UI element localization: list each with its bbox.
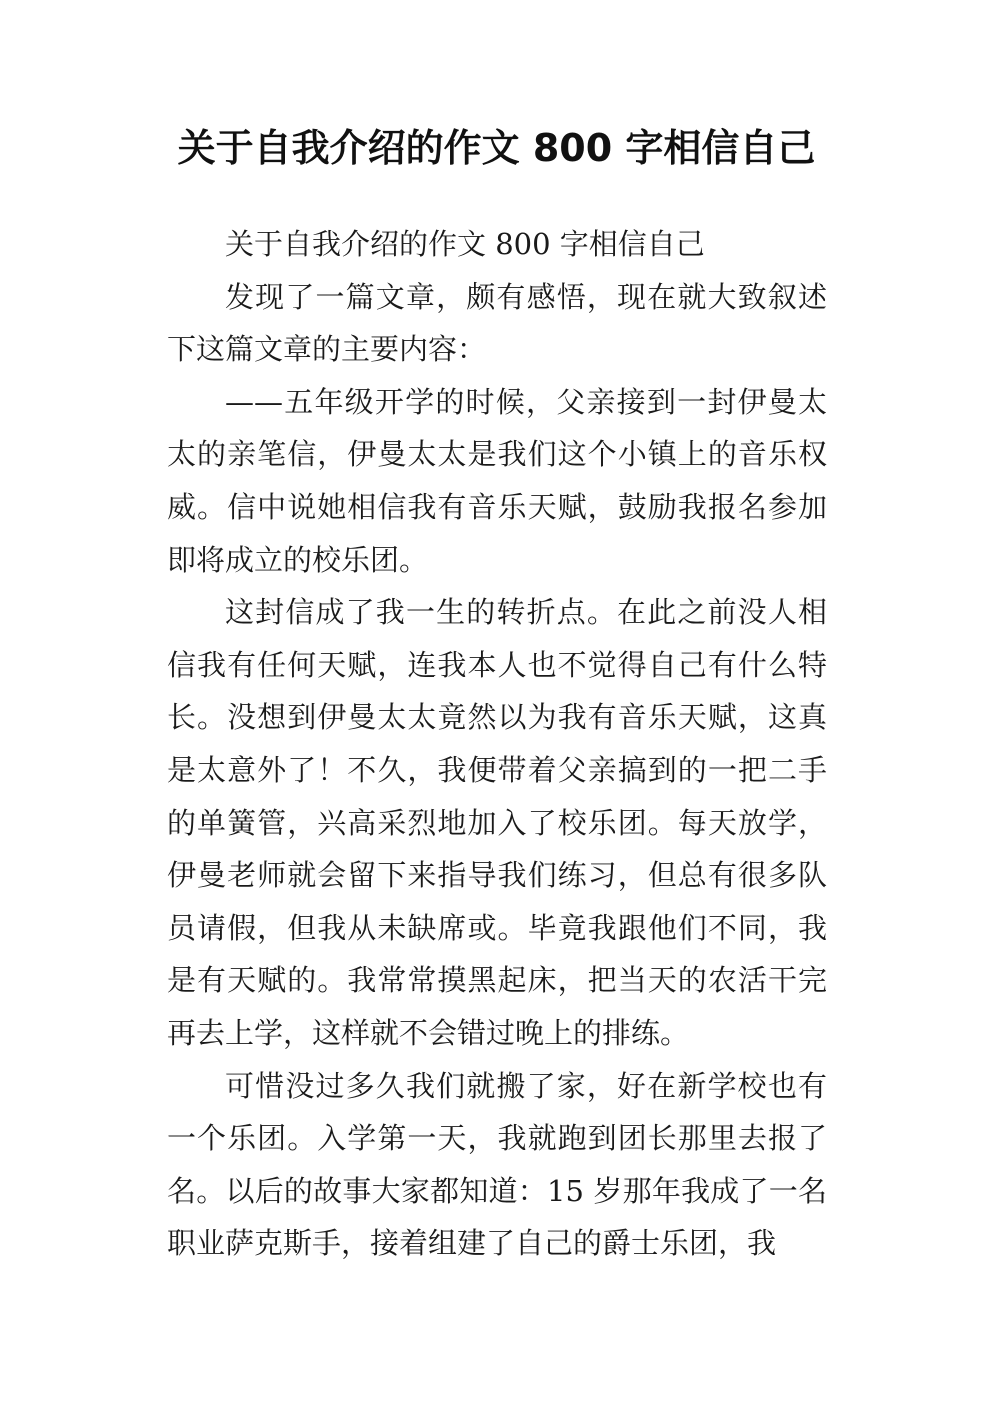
paragraph-turning-point: 这封信成了我一生的转折点。在此之前没人相信我有任何天赋，连我本人也不觉得自己有什么特长。没想到伊曼太太竟然以为我有音乐天赋，这真是太意外了！不久，我便带着父亲搞到的一把二手的单簧管，兴高采烈地加入了校乐团。每天放学，伊曼老师就会留下来指导我们练习，但总有很多队员请假，但我从未缺席或。毕竟我跟他们不同，我是有天赋的。我常常摸黑起床，把当天的农活干完再去上学，这样就不会错过晚上的排练。 [167, 595, 827, 1050]
document-body [167, 218, 827, 1270]
paragraph-intro: 发现了一篇文章，颇有感悟，现在就大致叙述下这篇文章的主要内容： [167, 279, 827, 367]
paragraph-letter: ——五年级开学的时候，父亲接到一封伊曼太太的亲笔信，伊曼太太是我们这个小镇上的音乐权威。信中说她相信我有音乐天赋，鼓励我报名参加即将成立的校乐团。 [167, 384, 827, 577]
document-title: 关于自我介绍的作文 800 字相信自己 [177, 126, 816, 170]
paragraph-new-school: 可惜没过多久我们就搬了家，好在新学校也有一个乐团。入学第一天，我就跑到团长那里去报了名。以后的故事大家都知道：15 岁那年我成了一名职业萨克斯手，接着组建了自己的爵士乐团，我 [167, 1068, 827, 1261]
paragraph-heading-repeat: 关于自我介绍的作文 800 字相信自己 [225, 227, 705, 261]
